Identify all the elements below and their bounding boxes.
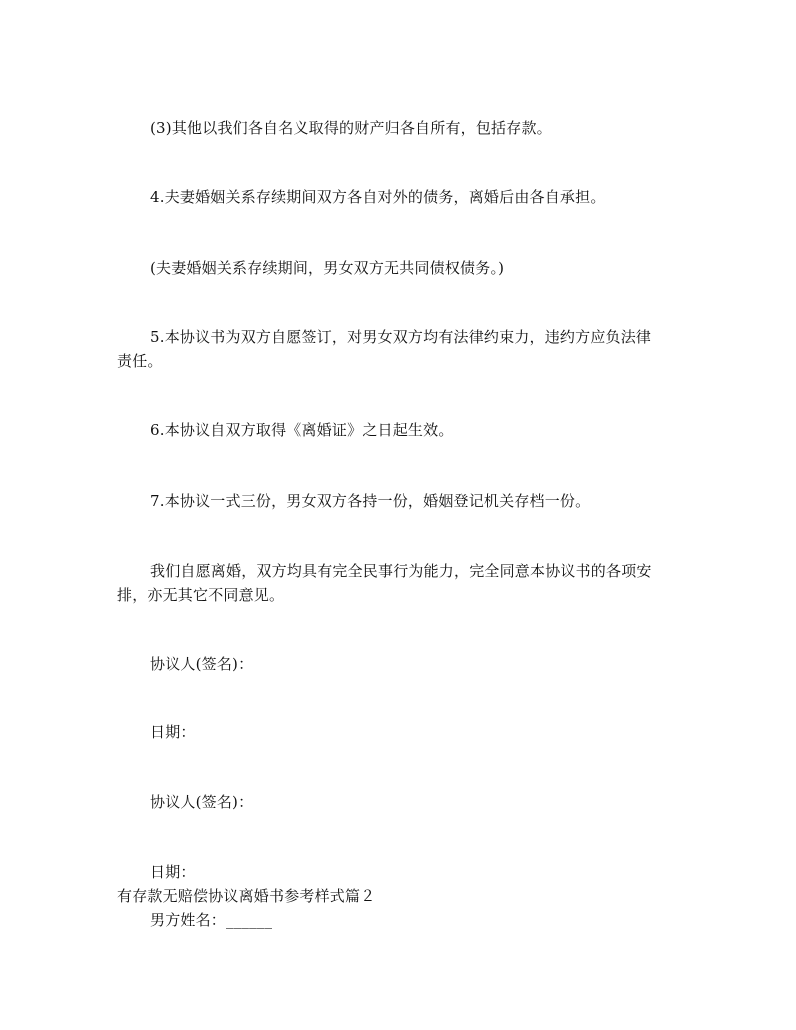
date-label-2: 日期：: [150, 863, 196, 881]
signature-label-2: 协议人(签名)：: [150, 793, 254, 811]
clause-5-line2: 责任。: [117, 352, 163, 370]
clause-5-line1: 5.本协议书为双方自愿签订，对男女双方均有法律约束力，违约方应负法律: [150, 328, 652, 346]
statement-line2: 排，亦无其它不同意见。: [117, 586, 285, 604]
clause-6: 6.本协议自双方取得《离婚证》之日起生效。: [150, 421, 454, 439]
date-label-1: 日期：: [150, 723, 196, 741]
section-heading: 有存款无赔偿协议离婚书参考样式篇２: [117, 887, 376, 905]
clause-7: 7.本协议一式三份，男女双方各持一份，婚姻登记机关存档一份。: [150, 492, 591, 510]
male-name-field: 男方姓名：______: [150, 911, 273, 929]
signature-label-1: 协议人(签名)：: [150, 655, 254, 673]
clause-3-3: (3)其他以我们各自名义取得的财产归各自所有，包括存款。: [150, 119, 552, 137]
clause-4-note: (夫妻婚姻关系存续期间，男女双方无共同债权债务。): [150, 259, 505, 277]
statement-line1: 我们自愿离婚，双方均具有完全民事行为能力，完全同意本协议书的各项安: [150, 562, 652, 580]
clause-4: 4.夫妻婚姻关系存续期间双方各自对外的债务，离婚后由各自承担。: [150, 188, 606, 206]
